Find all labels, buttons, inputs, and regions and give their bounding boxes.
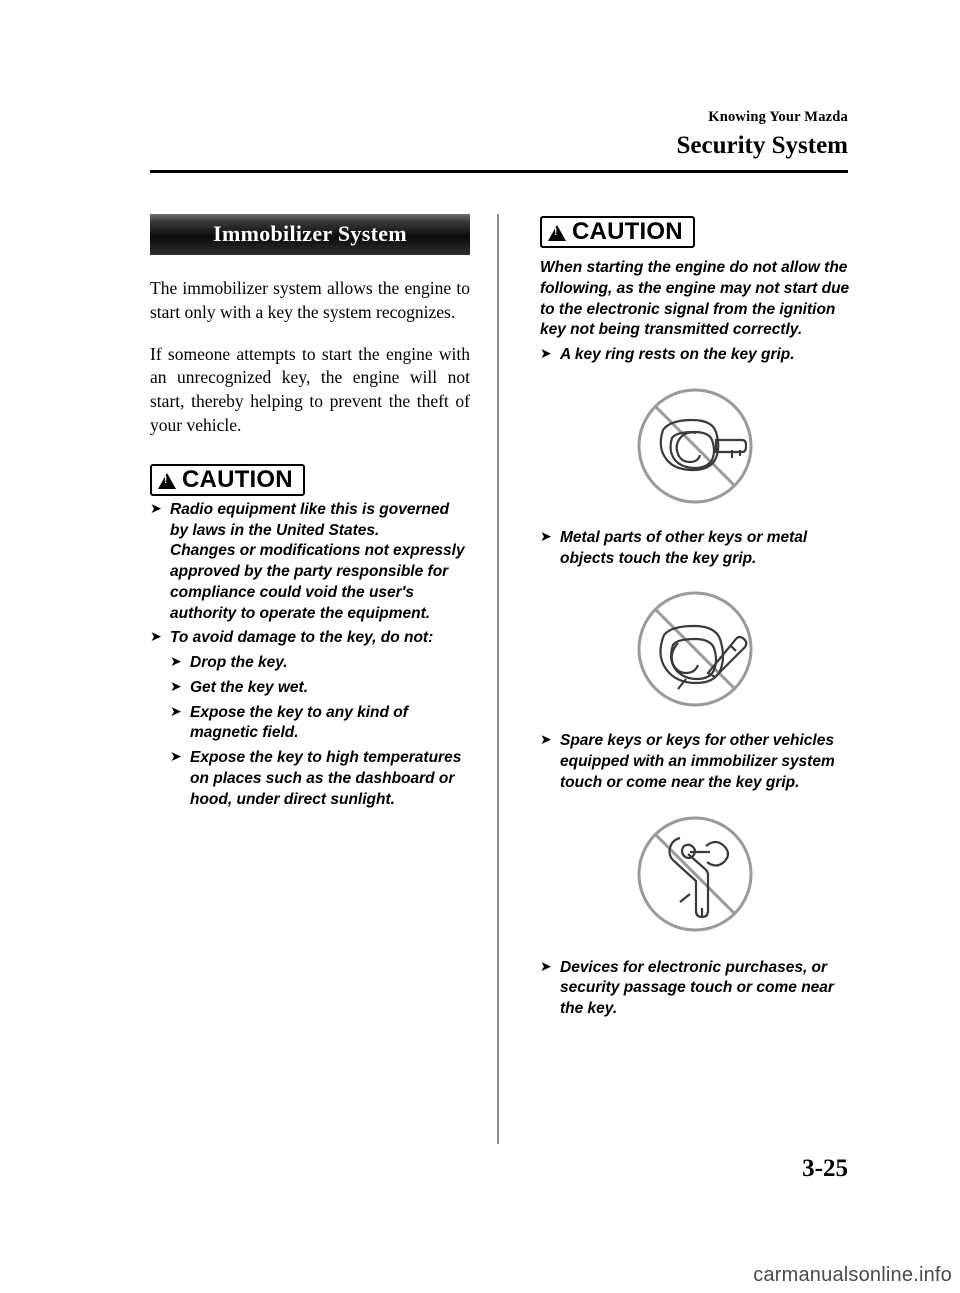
list-item-label: Radio equipment like this is governed by laws in the United States. [170,500,450,539]
caution-list-right-1 [540,345,850,366]
caution-sublist-left [170,653,470,810]
figure-metal-objects-prohibited [620,583,770,715]
list-item-label: Expose the key to high temperatures on places such as the dashboard or hood, under direct sunlight. [190,749,462,808]
list-item-label: Spare keys or keys for other vehicles equipped with an immobilizer system touch or come near the key grip. [560,732,835,791]
caution-list-right-3 [540,731,850,793]
list-item-label: Drop the key. [190,654,288,672]
arrow-bullet-icon: ➤ [150,629,162,646]
page-number: 3-25 [802,1155,848,1182]
caution-header-right [540,216,695,248]
list-item [150,628,470,810]
list-item [540,958,850,1020]
paragraph-intro-2: If someone attempts to start the engine with an unrecognized key, the engine will not start, thereby helping to prevent the theft of your vehicle. [150,343,470,435]
list-item-label: A key ring rests on the key grip. [560,346,795,364]
arrow-bullet-icon: ➤ [540,346,552,363]
right-column [540,214,850,1020]
arrow-bullet-icon: ➤ [170,703,182,720]
caution-list-left [150,500,470,811]
arrow-bullet-icon: ➤ [170,654,182,671]
list-item [170,653,470,674]
caution-list-right-2 [540,528,850,570]
caution-header-left [150,464,305,496]
arrow-bullet-icon: ➤ [540,528,552,545]
list-item [170,703,470,745]
list-item-label: Expose the key to any kind of magnetic field. [190,703,408,742]
list-item [540,731,850,793]
arrow-bullet-icon: ➤ [170,749,182,766]
header-rule [150,170,848,173]
arrow-bullet-icon: ➤ [170,678,182,695]
figure-key-ring-prohibited [620,380,770,512]
paragraph-intro-1: The immobilizer system allows the engine to start only with a key the system recognizes. [150,278,470,322]
column-divider [497,214,499,1144]
arrow-bullet-icon: ➤ [540,732,552,749]
warning-triangle-icon [158,473,176,489]
arrow-bullet-icon: ➤ [540,958,552,975]
list-item [170,678,470,699]
site-watermark: carmanualsonline.info [753,1264,952,1286]
list-item [170,748,470,810]
page-header [328,110,848,161]
list-item-continuation: Changes or modifications not expressly approved by the party responsible for compliance could void the user's authority to operate the equipment. [170,542,465,622]
list-item-label: Devices for electronic purchases, or security passage touch or come near the key. [560,958,834,1018]
page-title: Security System [676,131,848,159]
figure-spare-keys-prohibited [620,808,770,940]
caution-list-right-4 [540,958,850,1020]
left-column [150,214,470,811]
list-item-label: Metal parts of other keys or metal objects touch the key grip. [560,528,808,567]
list-item [540,528,850,570]
caution-label: CAUTION [572,218,683,245]
arrow-bullet-icon: ➤ [150,500,162,517]
list-item-label: Get the key wet. [190,678,309,696]
list-item [540,345,850,366]
caution-intro-text: When starting the engine do not allow the following, as the engine may not start due to the electronic signal from the ignition key not being transmitted correctly. [540,259,850,339]
header-eyebrow: Knowing Your Mazda [708,109,848,125]
list-item [150,500,470,625]
section-banner: Immobilizer System [150,214,470,255]
list-item-label: To avoid damage to the key, do not: [170,629,434,647]
caution-label: CAUTION [182,465,293,493]
warning-triangle-icon [548,225,566,241]
